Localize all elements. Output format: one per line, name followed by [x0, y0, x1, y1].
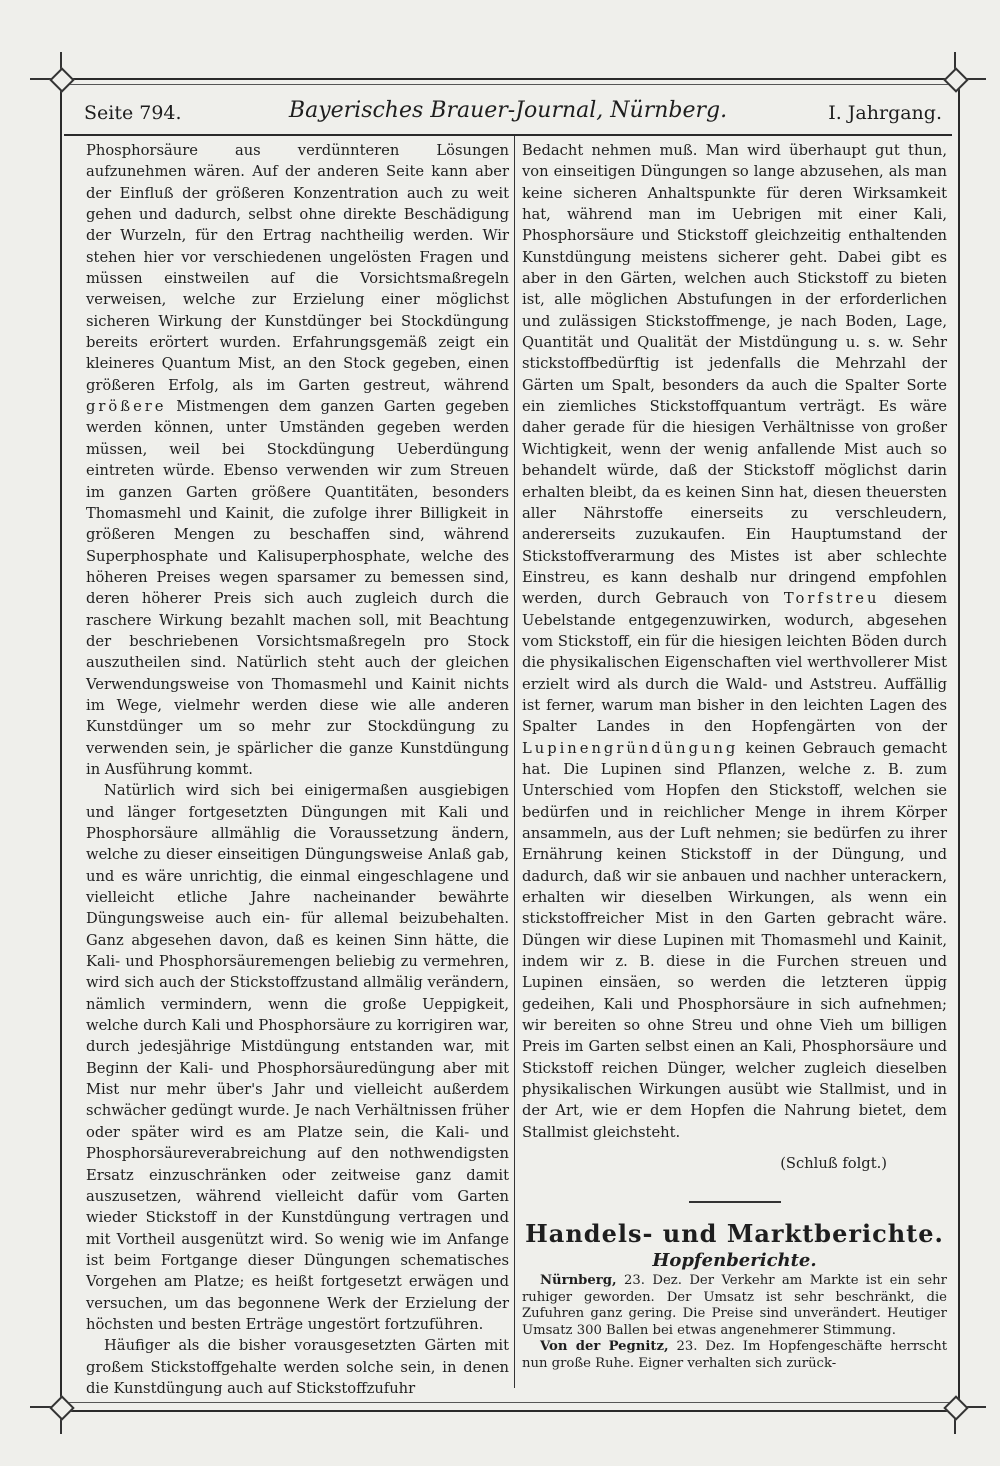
column-divider — [514, 136, 515, 1388]
paragraph-text: Bedacht nehmen muß. Man wird überhaupt gut thun, von einseitigen Düngungen so lange abzusehen, als man keine sicheren Anhaltspunkte für deren Wirksamkeit hat, während man im Uebrigen mit einer Kali, Phosphorsäure und Stickstoff gleichzeitig enthaltenden Kunstdüngung meistens sicherer geht. Dabei gibt es aber in den Gärten, welchen auch Stickstoff zu bieten ist, alle möglichen Abstufungen in der erforderlichen und zulässigen Stickstoffmenge, je nach Boden, Lage, Quantität und Qualität der Mistdüngung u. s. w. Sehr stickstoffbedürftig ist jedenfalls die Mehrzahl der Gärten um Spalt, besonders da auch die Spalter Sorte ein ziemliches Stickstoffquantum verträgt. Es wäre daher gerade für die hiesigen Verhältnisse von großer Wichtigkeit, wenn der wenig anfallende Mist auch so behandelt würde, daß der Stickstoff möglichst darin erhalten bleibt, da es keinen Sinn hat, diesen theuersten aller Nährstoffe einerseits zu verschleudern, andererseits zuzukaufen. Ein Hauptumstand der Stickstoffverarmung des Mistes ist aber schlechte Einstreu, es kann deshalb nur dringend empfohlen werden, durch Gebrauch von — [522, 142, 947, 608]
paragraph: Natürlich wird sich bei einigermaßen ausgiebigen und länger fortgesetzten Düngungen mit Kali und Phosphorsäure allmählig die Voraussetzung ändern, welche zu dieser einseitigen Düngungsweise Anlaß gab, und es wäre unrichtig, die einmal eingeschlagene und vielleicht etliche Jahre nacheinander bewährte Düngungsweise auch ein- für allemal beizubehalten. Ganz abgesehen davon, daß es keinen Sinn hätte, die Kali- und Phosphorsäuremengen beliebig zu vermehren, wird sich auch der Stickstoffzustand allmälig verändern, nämlich vermindern, wenn die große Ueppigkeit, welche durch Kali und Phosphorsäure zu korrigiren war, durch jedesjährige Mistdüngung entstanden war, mit Beginn der Kali- und Phosphorsäuredüngung aber mit Mist nur mehr über's Jahr und vielleicht außerdem schwächer gedüngt wurde. Je nach Verhältnissen früher oder später wird es am Platze sein, die Kali- und Phosphorsäureverabreichung auf den nothwendigsten Ersatz einzuschränken oder zeitweise ganz damit auszusetzen, während vielleicht dafür vom Garten wieder Stickstoff in der Kunstdüngung vertragen und mit Vortheil ausgenützt wird. So wenig wie im Anfange ist beim Fortgange dieser Düngungen schematisches Vorgehen am Platze; es heißt fortgesetzt erwägen und versuchen, um das begonnene Werk der Erzielung der höchsten und besten Erträge ungestört fortzuführen. — [86, 782, 509, 1333]
header-rule — [64, 134, 952, 136]
market-report — [522, 1273, 947, 1339]
subsection-heading: Hopfenberichte. — [652, 1249, 817, 1271]
section-heading: Handels- und Marktberichte. — [525, 1218, 944, 1248]
paragraph: Häufiger als die bisher vorausgesetzten Gärten mit großem Stickstoffgehalte werden solche sein, in denen die Kunstdüngung auch auf Stickstoffzufuhr — [86, 1337, 509, 1397]
emphasized-word: Lupinengründüngung — [522, 739, 739, 757]
paragraph-text: Mistmengen dem ganzen Garten gegeben werden können, unter Umständen gegeben werden müssen, weil bei Stockdüngung Ueberdüngung eintreten würde. Ebenso verwenden wir zum Streuen im ganzen Garten größere Quantitäten, besonders Thomasmehl und Kainit, die zufolge ihrer Billigkeit in größeren Mengen zu beschaffen sind, während Superphosphate und Kalisuperphosphate, welche des höheren Preises wegen sparsamer zu bemessen sind, deren höherer Preis sich auch zugleich durch die raschere Wirkung bezahlt machen soll, mit Beachtung der beschriebenen Vorsichtsmaßregeln pro Stock auszutheilen sind. Natürlich steht auch der gleichen Verwendungsweise von Thomasmehl und Kainit nichts im Wege, vielmehr werden diese wie alle anderen Kunstdünger um so mehr zur Stockdüngung zu verwenden sein, je spärlicher die ganze Kunstdüngung in Ausführung kommt. — [86, 398, 509, 778]
page-border-inner-top — [60, 84, 956, 85]
market-report — [522, 1339, 947, 1372]
continued-note: (Schluß folgt.) — [780, 1155, 887, 1173]
right-column — [522, 140, 947, 1372]
paragraph — [86, 140, 509, 780]
emphasized-word: größere — [86, 398, 167, 416]
journal-title: Bayerisches Brauer-Journal, Nürnberg. — [288, 98, 728, 123]
page-border-inner-bottom — [60, 1402, 956, 1403]
page-number: Seite 794. — [84, 102, 182, 124]
paragraph-text: keinen Gebrauch gemacht hat. Die Lupinen sind Pflanzen, welche z. B. zum Unterschied vom Hopfen den Stickstoff, welchen sie bedürfen und in reichlicher Menge in ihrem Körper ansammeln, aus der Luft nehmen; sie bedürfen zu ihrer Ernährung keinen Stickstoff in der Düngung, und dadurch, daß wir sie anbauen und nachher unterackern, erhalten wir dieselben Wirkungen, als wenn ein stickstoffreicher Mist in den Garten gebracht wäre. Düngen wir diese Lupinen mit Thomasmehl und Kainit, indem wir z. B. diese in die Furchen streuen und Lupinen einsäen, so werden die letzteren üppig gedeihen, Kali und Phosphorsäure in sich aufnehmen; wir bereiten so ohne Streu und ohne Vieh um billigen Preis im Garten selbst einen an Kali, Phosphorsäure und Stickstoff reichen Dünger, welcher zugleich dieselben physikalischen Wirkungen ausübt wie Stallmist, und in der Art, wie er dem Hopfen die Nahrung bietet, dem Stallmist gleichsteht. — [522, 739, 948, 1141]
report-place: Nürnberg, — [540, 1273, 617, 1289]
section-divider — [689, 1201, 781, 1203]
volume-label: I. Jahrgang. — [828, 102, 942, 124]
report-text: 23. Dez. Der Verkehr am Markte ist ein sehr ruhiger geworden. Der Umsatz ist sehr beschränkt, die Zufuhren ganz gering. Die Preise sind unverändert. Heutiger Umsatz 300 Ballen bei etwas angenehmerer Stimmung. — [522, 1273, 947, 1338]
running-header — [62, 96, 954, 132]
paragraph-text: diesem Uebelstande entgegenzuwirken, wodurch, abgesehen vom Stickstoff, ein für die hiesigen leichten Böden durch die physikalischen Eigenschaften viel werthvollerer Mist erzielt wird als durch die Wald- und Aststreu. Auffällig ist ferner, warum man bisher in den leichten Lagen des Spalter Landes in den Hopfengärten von der — [522, 590, 947, 736]
left-column — [86, 140, 509, 1399]
paragraph-text: Phosphorsäure aus verdünnteren Lösungen aufzunehmen wären. Auf der anderen Seite kann aber der Einfluß der größeren Konzentration auch zu weit gehen und dadurch, selbst ohne direkte Beschädigung der Wurzeln, für den Ertrag nachtheilig werden. Wir stehen hier vor verschiedenen ungelösten Fragen und müssen einstweilen auf die Vorsichtsmaßregeln verweisen, welche zur Erzielung einer möglichst sicheren Wirkung der Kunstdünger bei Stockdüngung bereits erörtert wurden. Erfahrungsgemäß zeigt ein kleineres Quantum Mist, an den Stock gegeben, einen größeren Erfolg, als im Garten gestreut, während — [86, 142, 509, 394]
emphasized-word: Torfstreu — [783, 590, 880, 608]
paragraph — [522, 140, 947, 1143]
report-place: Von der Pegnitz, — [540, 1339, 669, 1355]
report-text: 23. Dez. Im Hopfengeschäfte herrscht nun große Ruhe. Eigner verhalten sich zurück- — [522, 1339, 947, 1371]
